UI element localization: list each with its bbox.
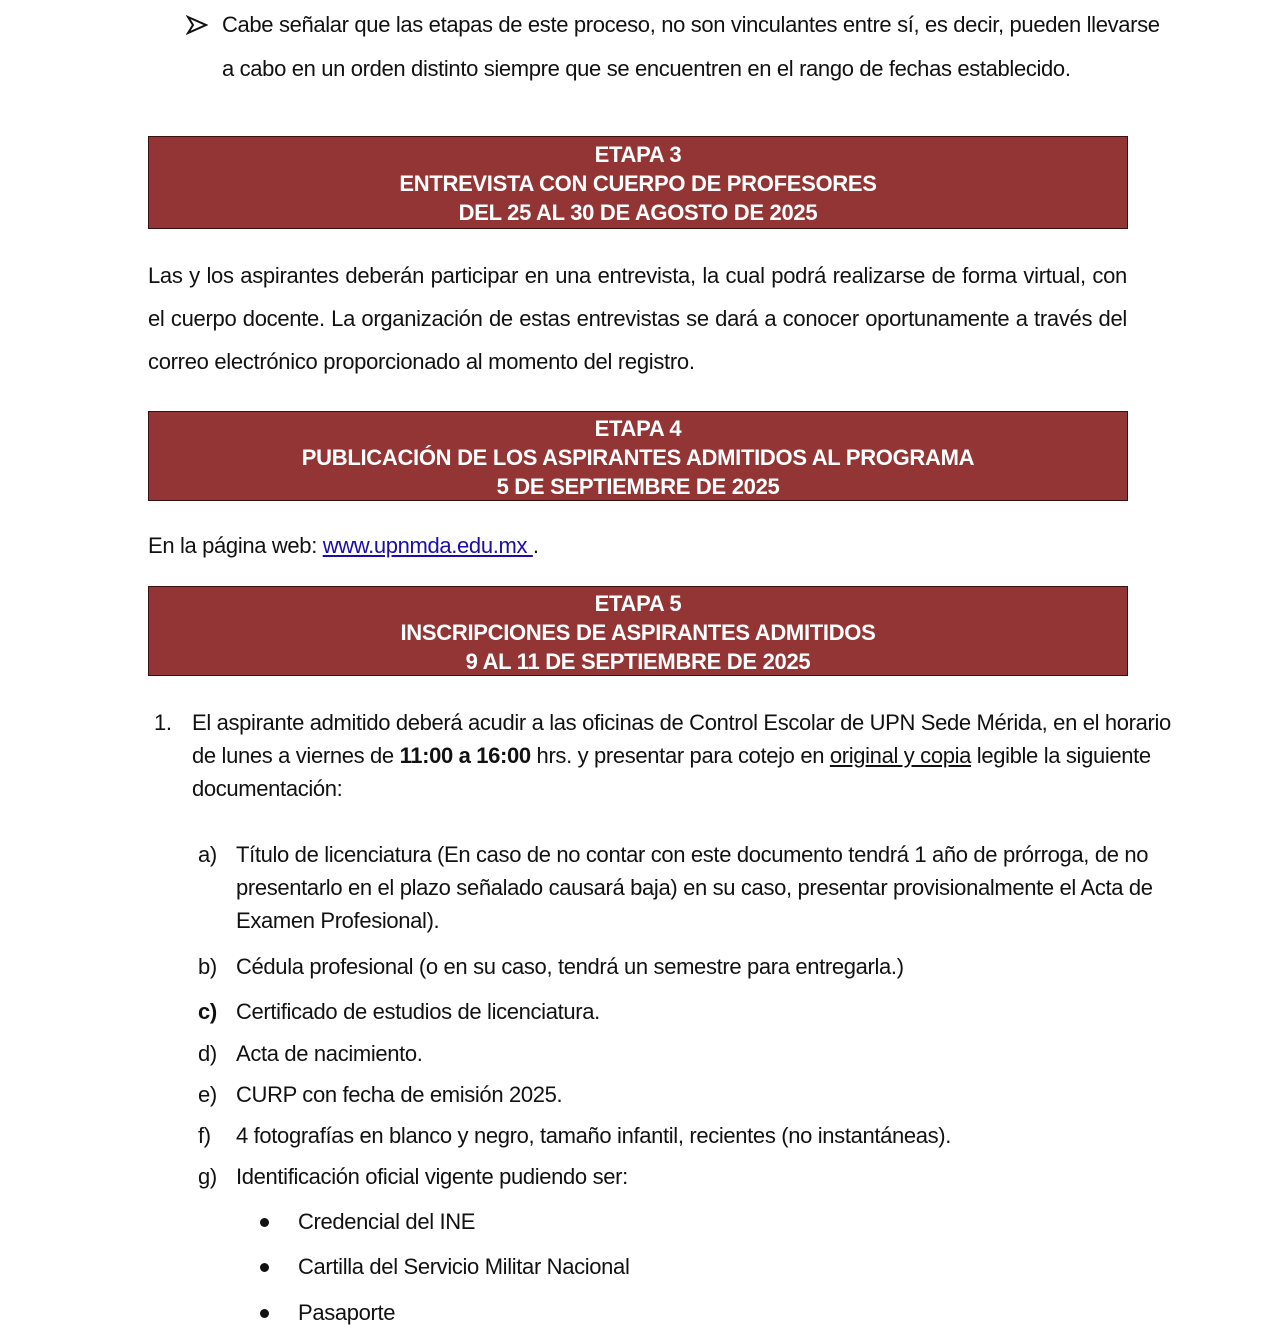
etapa-5-date: 9 AL 11 DE SEPTIEMBRE DE 2025 bbox=[465, 649, 811, 674]
etapa-4-subtitle: PUBLICACIÓN DE LOS ASPIRANTES ADMITIDOS AL PROGRAMA bbox=[301, 445, 975, 470]
doc-e: CURP con fecha de emisión 2025. bbox=[236, 1082, 563, 1107]
item-1-line-1: El aspirante admitido deberá acudir a las oficinas de Control Escolar de UPN Sede Mérida, en el horario bbox=[192, 710, 1171, 735]
bullet-icon bbox=[260, 1218, 269, 1227]
intro-note-line-1: Cabe señalar que las etapas de este proceso, no son vinculantes entre sí, es decir, pueden llevarse bbox=[222, 12, 1160, 37]
etapa-4-date: 5 DE SEPTIEMBRE DE 2025 bbox=[496, 474, 780, 499]
doc-marker-c: c) bbox=[198, 999, 217, 1024]
doc-marker-b: b) bbox=[198, 954, 217, 979]
doc-marker-g: g) bbox=[198, 1164, 217, 1189]
doc-a-line-2: presentarlo en el plazo señalado causará baja) en su caso, presentar provisionalmente el Acta de bbox=[236, 875, 1153, 900]
doc-b: Cédula profesional (o en su caso, tendrá un semestre para entregarla.) bbox=[236, 954, 904, 979]
item-1-line-3: documentación: bbox=[192, 776, 343, 801]
doc-g: Identificación oficial vigente pudiendo ser: bbox=[236, 1164, 628, 1189]
item-1-line-2 bbox=[192, 743, 1151, 769]
item-1-text-post: legible la siguiente bbox=[971, 743, 1151, 768]
etapa-5-title: ETAPA 5 bbox=[594, 591, 682, 616]
item-1-text-mid: hrs. y presentar para cotejo en bbox=[530, 743, 830, 768]
intro-note-line-2: a cabo en un orden distinto siempre que se encuentren en el rango de fechas establecido. bbox=[222, 56, 1071, 81]
arrow-bullet-icon bbox=[186, 14, 208, 36]
web-page-suffix: . bbox=[532, 533, 539, 558]
etapa-5-banner bbox=[148, 586, 1128, 676]
doc-marker-d: d) bbox=[198, 1041, 217, 1066]
original-y-copia: original y copia bbox=[829, 743, 972, 768]
web-page-label: En la página web: bbox=[148, 533, 323, 558]
id-option-cartilla: Cartilla del Servicio Militar Nacional bbox=[298, 1254, 630, 1279]
etapa-4-title: ETAPA 4 bbox=[594, 416, 682, 441]
doc-d: Acta de nacimiento. bbox=[236, 1041, 423, 1066]
etapa-4-banner bbox=[148, 411, 1128, 501]
doc-marker-e: e) bbox=[198, 1082, 217, 1107]
etapa-3-banner bbox=[148, 136, 1128, 229]
id-option-pasaporte: Pasaporte bbox=[298, 1300, 396, 1325]
etapa-3-subtitle: ENTREVISTA CON CUERPO DE PROFESORES bbox=[399, 171, 877, 196]
doc-c: Certificado de estudios de licenciatura. bbox=[236, 999, 600, 1024]
etapa-3-date: DEL 25 AL 30 DE AGOSTO DE 2025 bbox=[458, 200, 818, 225]
doc-a-line-3: Examen Profesional). bbox=[236, 908, 440, 933]
website-link[interactable]: www.upnmda.edu.mx bbox=[322, 533, 533, 558]
doc-marker-a: a) bbox=[198, 842, 217, 867]
list-number-1: 1. bbox=[154, 710, 172, 735]
bullet-icon bbox=[260, 1309, 269, 1318]
bullet-icon bbox=[260, 1263, 269, 1272]
doc-a-line-1: Título de licenciatura (En caso de no contar con este documento tendrá 1 año de prórroga, de no bbox=[236, 842, 1149, 867]
doc-f: 4 fotografías en blanco y negro, tamaño infantil, recientes (no instantáneas). bbox=[236, 1123, 952, 1148]
web-page-line bbox=[148, 533, 539, 559]
etapa-5-subtitle: INSCRIPCIONES DE ASPIRANTES ADMITIDOS bbox=[400, 620, 876, 645]
etapa-3-paragraph: Las y los aspirantes deberán participar en una entrevista, la cual podrá realizarse de forma virtual, con el cuerpo docente. La organización de estas entrevistas se dará a conocer oportunamente a través del correo electrónico proporcionado al momento del registro. bbox=[148, 263, 1127, 374]
id-option-ine: Credencial del INE bbox=[298, 1209, 476, 1234]
item-1-text: de lunes a viernes de bbox=[192, 743, 400, 768]
etapa-3-title: ETAPA 3 bbox=[594, 142, 682, 167]
schedule-hours: 11:00 a 16:00 bbox=[399, 743, 531, 768]
doc-marker-f: f) bbox=[198, 1123, 211, 1148]
